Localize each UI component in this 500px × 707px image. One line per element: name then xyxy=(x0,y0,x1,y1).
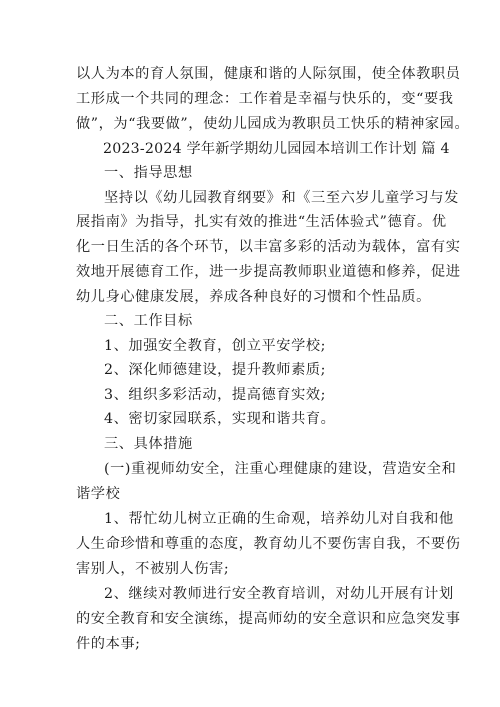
text-line: 化一日生活的各个环节，以丰富多彩的活动为载体，富有实 xyxy=(76,239,461,255)
text-line: 人生命珍惜和尊重的态度，教育幼儿不要伤害自我，不要伤 xyxy=(76,536,461,552)
measure-item: 2、继续对教师进行安全教育培训，对幼儿开展有计划 xyxy=(104,586,454,602)
subheading-safety: (一)重视师幼安全，注重心理健康的建设，营造安全和 xyxy=(104,461,457,477)
text-line: 坚持以《幼儿园教育纲要》和《三至六岁儿童学习与发 xyxy=(104,190,459,206)
text-line: 幼儿身心健康发展，养成各种良好的习惯和个性品质。 xyxy=(76,289,431,305)
goal-item: 3、组织多彩活动，提高德育实效; xyxy=(104,387,327,403)
goal-item: 2、深化师德建设，提升教师素质; xyxy=(104,362,327,378)
goal-item: 1、加强安全教育，创立平安学校; xyxy=(104,338,327,354)
heading-specific-measures: 三、具体措施 xyxy=(104,436,193,452)
text-line: 效地开展德育工作，进一步提高教师职业道德和修养，促进 xyxy=(76,264,461,280)
text-line: 以人为本的育人氛围，健康和谐的人际氛围，使全体教职员 xyxy=(76,66,461,82)
text-line: 展指南》为指导，扎实有效的推进“生活体验式”德育。优 xyxy=(76,214,447,230)
goal-item: 4、密切家园联系，实现和谐共育。 xyxy=(104,411,336,427)
text-line: 害别人，不被别人伤害; xyxy=(76,561,230,577)
text-line: 的安全教育和安全演练，提高师幼的安全意识和应急突发事 xyxy=(76,611,461,627)
heading-guiding-thought: 一、指导思想 xyxy=(104,165,193,181)
text-line: 谐学校 xyxy=(76,486,121,502)
section-title: 2023-2024 学年新学期幼儿园园本培训工作计划 篇 4 xyxy=(103,141,450,157)
heading-work-goals: 二、工作目标 xyxy=(104,313,193,329)
text-line: 工形成一个共同的理念：工作着是幸福与快乐的，变“要我 xyxy=(76,91,454,107)
measure-item: 1、帮忙幼儿树立正确的生命观，培养幼儿对自我和他 xyxy=(104,511,454,527)
text-line: 件的本事; xyxy=(76,636,141,652)
text-line: 做”，为“我要做”，使幼儿园成为教职员工快乐的精神家园。 xyxy=(76,116,470,132)
